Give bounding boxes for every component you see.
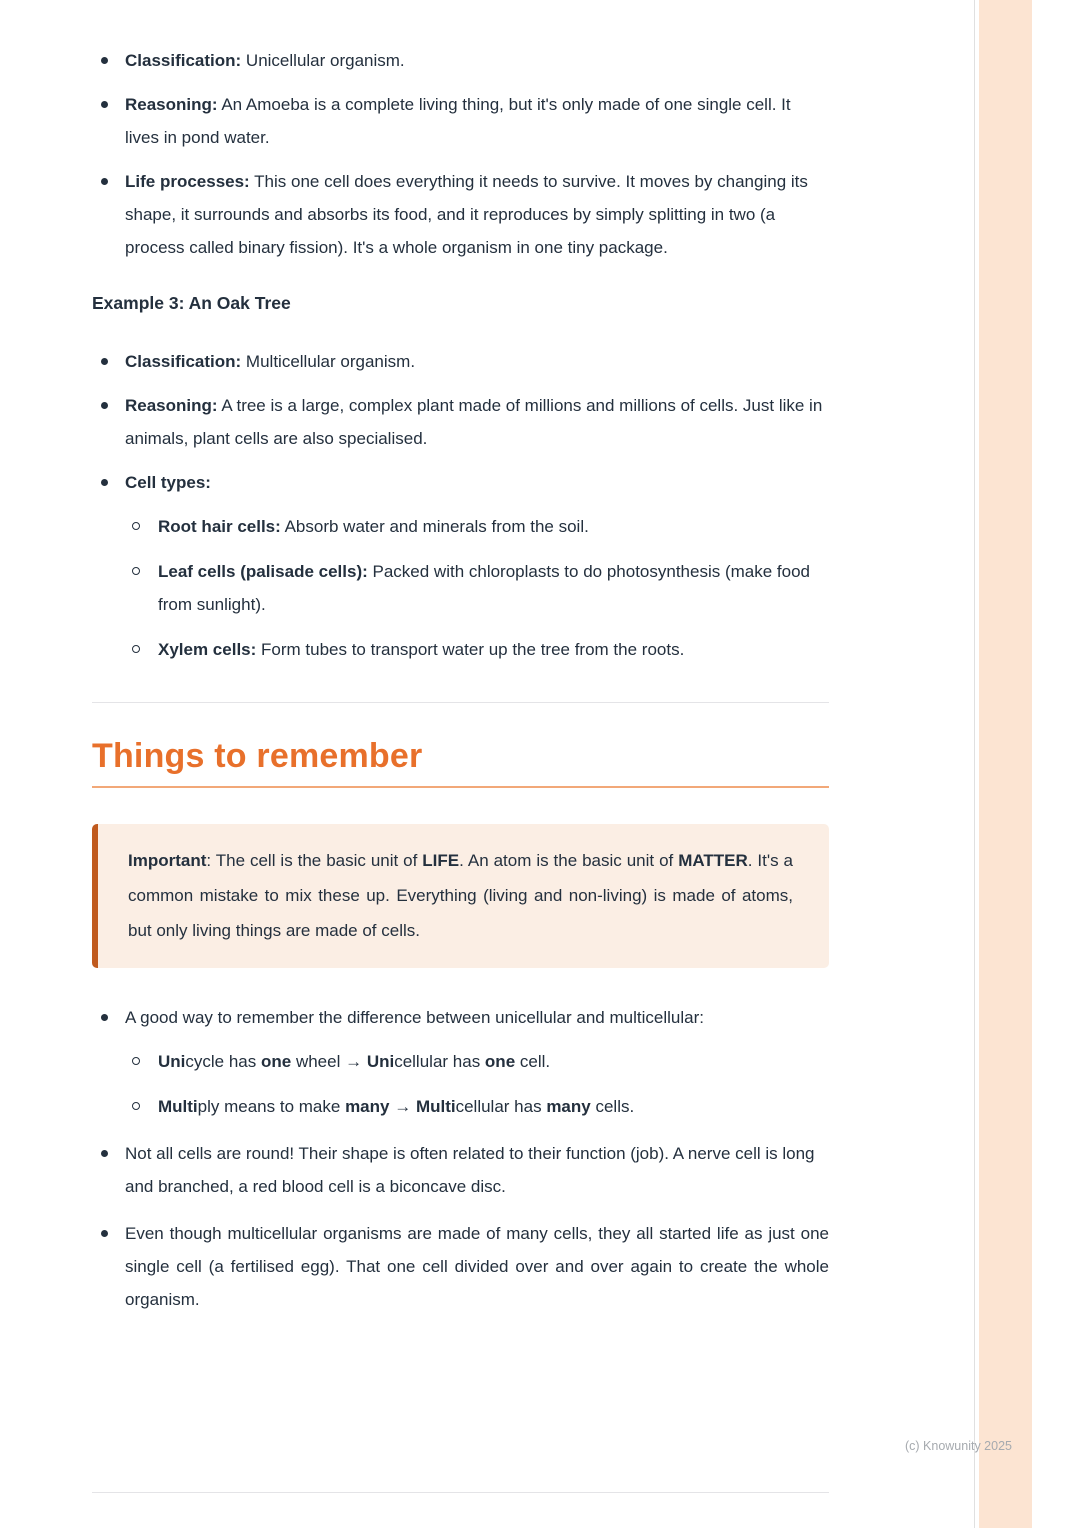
callout-text: Important: The cell is the basic unit of LIFE. An atom is the basic unit of MATTER. It's a common mistake to mix these up. Everything (living and non-living) is made of atoms, but only living things are made of cells. [128, 851, 794, 940]
document-body [92, 44, 829, 1330]
page-title: Things to remember [92, 737, 423, 775]
page-edge-strip [979, 0, 1032, 1528]
list-item [92, 165, 829, 264]
section-heading-example3: Example 3: An Oak Tree [92, 293, 291, 313]
list-item [92, 1137, 829, 1203]
list-item [92, 1001, 829, 1123]
list-item-text: Reasoning: An Amoeba is a complete living thing, but it's only made of one single cell. It lives in pond water. [125, 95, 791, 147]
section-divider [92, 702, 829, 703]
list-item-text: Not all cells are round! Their shape is often related to their function (job). A nerve cell is long and branched, a red blood cell is a biconcave disc. [125, 1144, 815, 1196]
list-item [125, 633, 829, 666]
list-item-text: Classification: Unicellular organism. [125, 51, 405, 70]
title-underline [92, 786, 829, 788]
list-item-text: Reasoning: A tree is a large, complex plant made of millions and millions of cells. Just like in animals, plant cells are also specialised. [125, 396, 823, 448]
list-item-text: Cell types: [125, 473, 211, 492]
bottom-divider [92, 1492, 829, 1493]
list-item-text: Multiply means to make many → Multicellular has many cells. [158, 1097, 635, 1116]
list-item [125, 1045, 829, 1078]
list-item [92, 44, 829, 77]
list-item-text: Classification: Multicellular organism. [125, 352, 416, 371]
list-item-text: Even though multicellular organisms are made of many cells, they all started life as just one single cell (a fertilised egg). That one cell divided over and over again to create the whole organism. [125, 1224, 829, 1309]
list-item-text: Root hair cells: Absorb water and minerals from the soil. [158, 517, 589, 536]
list-item-text: A good way to remember the difference between unicellular and multicellular: [125, 1008, 704, 1027]
important-callout [92, 824, 829, 968]
list-item [92, 466, 829, 666]
list-item [125, 555, 829, 621]
list-item [92, 1217, 829, 1316]
list-item-text: Life processes: This one cell does everything it needs to survive. It moves by changing its shape, it surrounds and absorbs its food, and it reproduces by simply splitting in two (a process called binary fission). It's a whole organism in one tiny package. [125, 172, 808, 257]
oak-bullet-list [92, 345, 829, 666]
remember-bullet-list [92, 1001, 829, 1316]
list-item-text: Xylem cells: Form tubes to transport water up the tree from the roots. [158, 640, 685, 659]
list-item [92, 88, 829, 154]
list-item [92, 389, 829, 455]
page-edge-line [974, 0, 975, 1528]
list-item-text: Leaf cells (palisade cells): Packed with chloroplasts to do photosynthesis (make food from sunlight). [158, 562, 811, 614]
copyright-notice: (c) Knowunity 2025 [904, 1439, 1012, 1453]
list-item-text: Unicycle has one wheel → Unicellular has one cell. [158, 1052, 551, 1071]
list-item [125, 510, 829, 543]
list-item [92, 345, 829, 378]
amoeba-bullet-list [92, 44, 829, 264]
list-item [125, 1090, 829, 1123]
cell-types-sublist [125, 510, 829, 666]
mnemonic-sublist [125, 1045, 829, 1123]
